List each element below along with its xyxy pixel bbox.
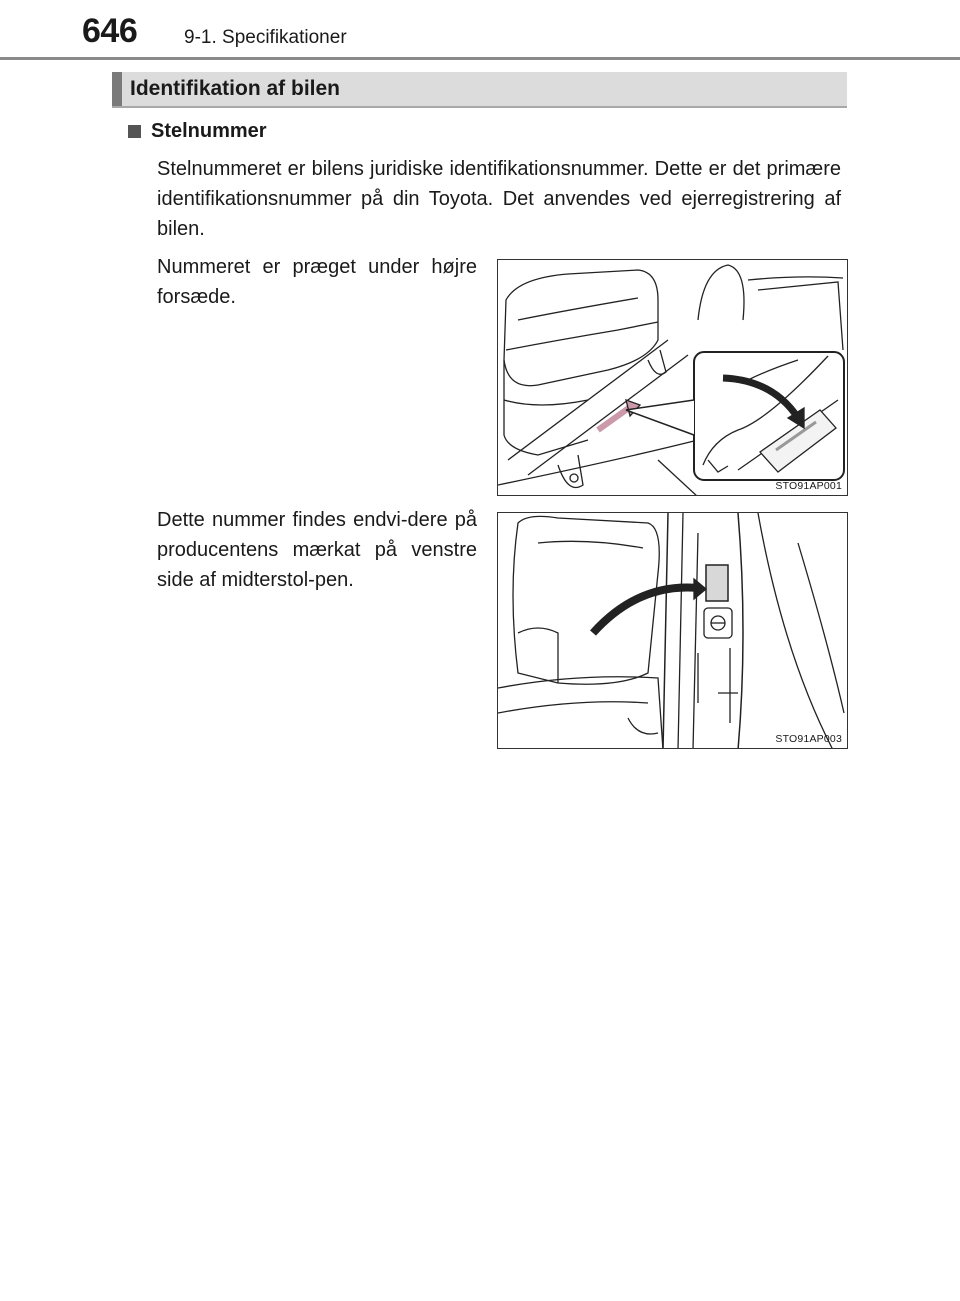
seat-vin-location-illustration [498, 260, 848, 496]
header-rule [0, 57, 960, 60]
section-title: Identifikation af bilen [130, 77, 341, 100]
chapter-title: 9-1. Specifikationer [184, 27, 347, 48]
paragraph-vin-label: Dette nummer findes endvi-dere på producentens mærkat på venstre side af midterstol-pen. [157, 509, 477, 591]
figure-seat-vin [497, 259, 848, 496]
paragraph-vin-intro: Stelnummeret er bilens juridiske identifikationsnummer. Dette er det primære identifikationsnummer på din Toyota. Det anvendes ved ejerregistrering af bilen. [157, 158, 841, 240]
subsection-title: Stelnummer [151, 120, 267, 142]
section-accent [112, 72, 122, 106]
square-bullet-icon [128, 125, 141, 138]
paragraph-vin-seat: Nummeret er præget under højre forsæde. [157, 256, 477, 308]
subsection-heading [128, 120, 267, 143]
figure-code: STO91AP001 [775, 480, 842, 492]
b-pillar-label-illustration [498, 513, 848, 749]
figure-pillar-label [497, 512, 848, 749]
figure-code: STO91AP003 [775, 733, 842, 745]
section-heading-bar [112, 72, 847, 108]
page-number: 646 [82, 12, 138, 50]
